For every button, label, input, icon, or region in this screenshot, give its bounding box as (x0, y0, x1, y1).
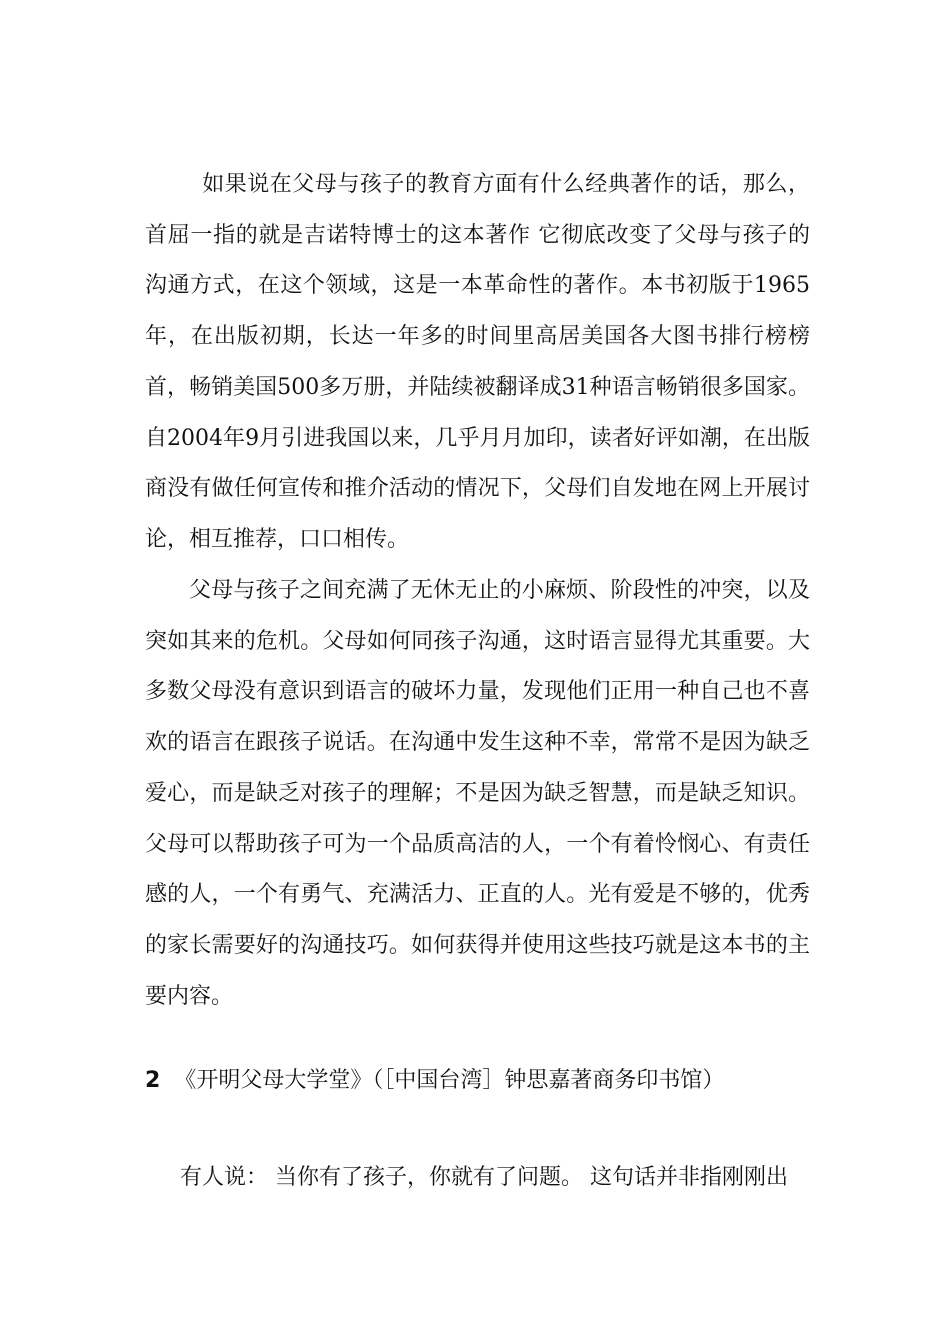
section-title: 《开明父母大学堂》（［中国台湾］钟思嘉著商务印书馆） (174, 1068, 725, 1093)
paragraph-quote-start: 有人说： 当你有了孩子，你就有了问题。 这句话并非指刚刚出 (180, 1165, 788, 1190)
paragraph-parent-child-communication: 父母与孩子之间充满了无休无止的小麻烦、阶段性的冲突，以及突如其来的危机。父母如何同孩子沟通，这时语言显得尤其重要。大多数父母没有意识到语言的破坏力量，发现他们正用一种自己也不喜欢的语言在跟孩子说话。在沟通中发生这种不幸，常常不是因为缺乏爱心，而是缺乏对孩子的理解；不是因为缺乏智慧，而是缺乏知识。父母可以帮助孩子可为一个品质高洁的人，一个有着怜悯心、有责任感的人，一个有勇气、充满活力、正直的人。光有爱是不够的，优秀的家长需要好的沟通技巧。如何获得并使用这些技巧就是这本书的主要内容。 (145, 578, 810, 1009)
section-number: 2 (145, 1068, 161, 1093)
paragraph-book-introduction: 如果说在父母与孩子的教育方面有什么经典著作的话，那么，首屈一指的就是吉诺特博士的这本著作 它彻底改变了父母与孩子的沟通方式，在这个领域，这是一本革命性的著作。本书初版于1965 年，在出版初期，长达一年多的时间里高居美国各大图书排行榜榜首，畅销美国500多万册，并陆续被翻译成31种语言畅销很多国家。自2004年9月引进我国以来，几乎月月加印，读者好评如潮，在出版商没有做任何宣传和推介活动的情况下，父母们自发地在网上开展讨论，相互推荐，口口相传。 (145, 172, 810, 552)
section-heading (145, 1064, 810, 1098)
